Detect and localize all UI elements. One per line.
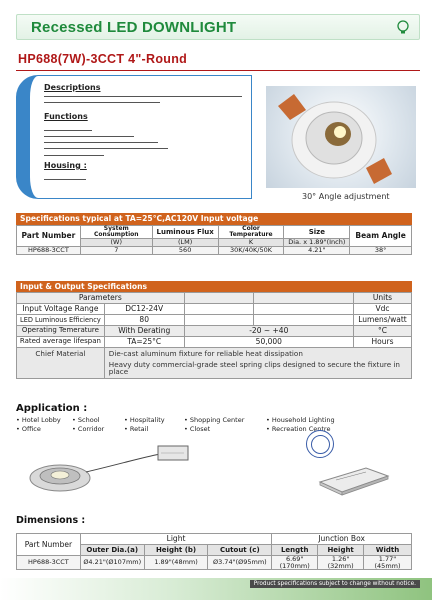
operating-temperature-label: Operating Temerature [17, 326, 105, 337]
height-value: 1.89"(48mm) [144, 556, 208, 570]
description-line [44, 96, 242, 97]
beam-angle-header: Beam Angle [350, 226, 412, 247]
material-label: Chief Material [17, 348, 105, 379]
outer-diameter-value: Ø4.21"(Ø107mm) [80, 556, 144, 570]
function-line [44, 130, 92, 131]
housing-line [44, 179, 86, 180]
specifications-header: Specifications typical at TA=25°C,AC120V Input voltage [16, 213, 412, 225]
material-line: Die-cast aluminum fixture for reliable heat dissipation [108, 349, 303, 358]
length-value: 6.69"(170mm) [272, 556, 318, 570]
part-number-value: HP688-3CCT [17, 247, 81, 255]
parameters-label: Parameters [17, 293, 185, 304]
model-title: HP688(7W)-3CCT 4"-Round [18, 52, 188, 66]
lightbulb-icon [395, 19, 411, 35]
footer-note: Product specifications subject to change without notice. [250, 580, 420, 588]
lifespan-unit: Hours [353, 337, 411, 348]
width-value: 1.77"(45mm) [364, 556, 412, 570]
led-driver-box [316, 464, 392, 496]
luminous-flux-unit: (LM) [152, 239, 218, 247]
input-voltage-value: DC12-24V [104, 304, 184, 315]
dimensions-title: Dimensions : [16, 515, 86, 526]
dimensions-table [16, 533, 412, 570]
input-voltage-label: Input Voltage Range [17, 304, 105, 315]
color-temperature-value: 30K/40K/50K [218, 247, 284, 255]
lifespan-value: 50,000 [184, 337, 353, 348]
cutout-header: Cutout (c) [208, 545, 272, 556]
cutout-value: Ø3.74"(Ø95mm) [208, 556, 272, 570]
height-header: Height (b) [144, 545, 208, 556]
length-header: Length [272, 545, 318, 556]
application-item: • Hospitality [124, 416, 165, 424]
description-panel [16, 75, 252, 199]
operating-temperature-note: With Derating [104, 326, 184, 337]
lifespan-condition: TA=25°C [104, 337, 184, 348]
io-specifications-header: Input & Output Specifications [16, 281, 412, 292]
title-banner [16, 14, 420, 40]
function-line [44, 142, 158, 143]
specifications-table [16, 225, 412, 255]
downlight-product-photo [266, 86, 416, 188]
consumption-value: 7 [80, 247, 152, 255]
function-line [44, 155, 104, 156]
application-item: • Recreation Centre [266, 425, 331, 433]
function-line [44, 136, 134, 137]
descriptions-heading: Descriptions [44, 83, 101, 92]
application-item: • Shopping Center [184, 416, 245, 424]
part-number-header: Part Number [17, 534, 81, 556]
operating-temperature-unit: °C [353, 326, 411, 337]
description-line [44, 102, 160, 103]
beam-angle-value: 38° [350, 247, 412, 255]
application-item: • Closet [184, 425, 211, 433]
efficiency-unit: Lumens/watt [353, 315, 411, 326]
outer-diameter-header: Outer Dia.(a) [80, 545, 144, 556]
application-item: • Corridor [72, 425, 105, 433]
part-number-value: HP688-3CCT [17, 556, 81, 570]
part-number-header: Part Number [17, 226, 81, 247]
size-header: Size [284, 226, 350, 239]
efficiency-value: 80 [104, 315, 184, 326]
jb-height-header: Height [318, 545, 364, 556]
input-voltage-unit: Vdc [353, 304, 411, 315]
application-item: • Hotel Lobby [16, 416, 61, 424]
functions-heading: Functions [44, 112, 88, 121]
color-temperature-unit: K [218, 239, 284, 247]
consumption-unit: (W) [80, 239, 152, 247]
units-label: Units [353, 293, 411, 304]
io-specifications-table [16, 292, 412, 379]
lifespan-label: Rated average lifespan [17, 337, 105, 348]
photo-caption: 30° Angle adjustment [302, 192, 390, 201]
color-temperature-header: Color Temperature [218, 226, 284, 239]
material-description [104, 348, 411, 379]
housing-heading: Housing : [44, 161, 87, 170]
application-item: • Retail [124, 425, 149, 433]
jb-height-value: 1.26"(32mm) [318, 556, 364, 570]
application-item: • School [72, 416, 100, 424]
model-divider [16, 70, 420, 71]
width-header: Width [364, 545, 412, 556]
application-item: • Office [16, 425, 41, 433]
operating-temperature-value: -20 ~ +40 [184, 326, 353, 337]
luminous-flux-header: Luminous Flux [152, 226, 218, 239]
light-header: Light [80, 534, 271, 545]
application-title: Application : [16, 403, 88, 414]
size-unit: Dia. x 1.89"(Inch) [284, 239, 350, 247]
ul-listed-badge [306, 430, 334, 458]
application-item: • Household Lighting [266, 416, 335, 424]
luminous-flux-value: 560 [152, 247, 218, 255]
efficiency-label: LED Luminous Efficiency [17, 315, 105, 326]
consumption-header: System Consumption [80, 226, 152, 239]
downlight-with-driver-illustration [20, 436, 200, 502]
function-line [44, 148, 168, 149]
junction-box-header: Junction Box [272, 534, 412, 545]
product-category-title: Recessed LED DOWNLIGHT [31, 19, 237, 36]
size-value: 4.21" [284, 247, 350, 255]
material-line: Heavy duty commercial-grade steel spring clips designed to secure the fixture in place [108, 359, 400, 377]
